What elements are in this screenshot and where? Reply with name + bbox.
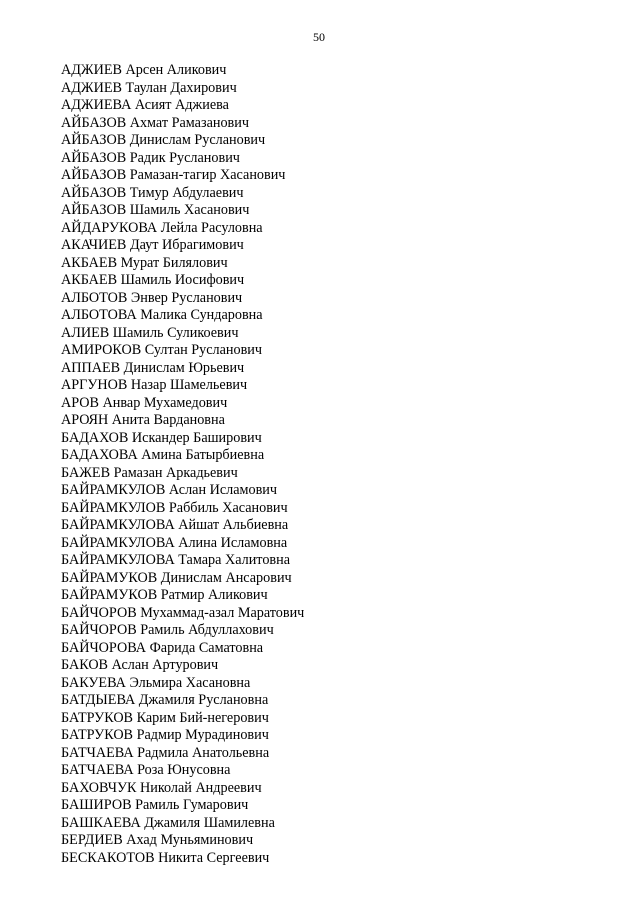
- list-item: БАТЧАЕВА Роза Юнусовна: [61, 762, 231, 778]
- list-item: БАТДЫЕВА Джамиля Руслановна: [61, 692, 269, 708]
- list-item: БАЙЧОРОВ Мухаммад-азал Маратович: [61, 604, 305, 621]
- list-item: АМИРОКОВ Султан Русланович: [61, 342, 263, 358]
- list-item: АДЖИЕВ Таулан Дахирович: [61, 79, 237, 96]
- list-item: АКБАЕВ Мурат Билялович: [61, 254, 228, 271]
- list-item: АЙДАРУКОВА Лейла Расуловна: [61, 219, 263, 236]
- list-item: БЕСКАКОТОВ Никита Сергеевич: [61, 849, 270, 866]
- page-number: 50: [313, 30, 325, 44]
- list-item: БАЙРАМКУЛОВА Тамара Халитовна: [61, 552, 290, 568]
- list-item: БАШИРОВ Рамиль Гумарович: [61, 797, 249, 813]
- list-item: БАШКАЕВА Джамиля Шамилевна: [61, 814, 275, 831]
- list-item: БАКУЕВА Эльмира Хасановна: [61, 674, 251, 691]
- list-item: БАЙРАМУКОВ Ратмир Аликович: [61, 587, 268, 603]
- list-item: АКАЧИЕВ Даут Ибрагимович: [61, 237, 244, 253]
- list-item: АЙБАЗОВ Шамиль Хасанович: [61, 202, 250, 218]
- list-item: БАЙЧОРОВ Рамиль Абдуллахович: [61, 622, 274, 638]
- list-item: АЛИЕВ Шамиль Суликоевич: [61, 324, 239, 341]
- list-item: БАЙРАМКУЛОВА Алина Исламовна: [61, 534, 288, 551]
- list-item: АППАЕВ Динислам Юрьевич: [61, 359, 245, 376]
- list-item: БАЙРАМКУЛОВА Айшат Альбиевна: [61, 517, 289, 533]
- name-list: [61, 62, 304, 867]
- list-item: АЙБАЗОВ Тимур Абдулаевич: [61, 184, 244, 201]
- list-item: БАЙРАМКУЛОВ Раббиль Хасанович: [61, 499, 288, 516]
- list-item: БАЙРАМУКОВ Динислам Ансарович: [61, 569, 292, 586]
- list-item: АЛБОТОВА Малика Сундаровна: [61, 307, 263, 323]
- list-item: АЙБАЗОВ Рамазан-тагир Хасанович: [61, 167, 286, 183]
- list-item: БАТЧАЕВА Радмила Анатольевна: [61, 744, 270, 761]
- list-item: БАТРУКОВ Радмир Мурадинович: [61, 727, 269, 743]
- list-item: АРОВ Анвар Мухамедович: [61, 394, 228, 411]
- list-item: АЙБАЗОВ Ахмат Рамазанович: [61, 114, 249, 131]
- list-item: БАЙЧОРОВА Фарида Саматовна: [61, 639, 264, 656]
- list-item: БАЙРАМКУЛОВ Аслан Исламович: [61, 482, 278, 498]
- list-item: АРОЯН Анита Вардановна: [61, 412, 225, 428]
- list-item: АЙБАЗОВ Динислам Русланович: [61, 132, 266, 148]
- list-item: БЕРДИЕВ Ахад Муньяминович: [61, 832, 254, 848]
- list-item: АДЖИЕВ Арсен Аликович: [61, 62, 227, 78]
- list-item: БАЖЕВ Рамазан Аркадьевич: [61, 464, 238, 481]
- list-item: БАДАХОВА Амина Батырбиевна: [61, 447, 265, 463]
- list-item: БАХОВЧУК Николай Андреевич: [61, 779, 262, 796]
- list-item: БАДАХОВ Искандер Баширович: [61, 429, 262, 446]
- list-item: АРГУНОВ Назар Шамельевич: [61, 377, 248, 393]
- list-item: АЛБОТОВ Энвер Русланович: [61, 289, 243, 306]
- list-item: АЙБАЗОВ Радик Русланович: [61, 149, 240, 166]
- list-item: АДЖИЕВА Асият Аджиева: [61, 97, 229, 113]
- list-item: БАТРУКОВ Карим Бий-негерович: [61, 709, 269, 726]
- list-item: АКБАЕВ Шамиль Иосифович: [61, 272, 245, 288]
- list-item: БАКОВ Аслан Артурович: [61, 657, 219, 673]
